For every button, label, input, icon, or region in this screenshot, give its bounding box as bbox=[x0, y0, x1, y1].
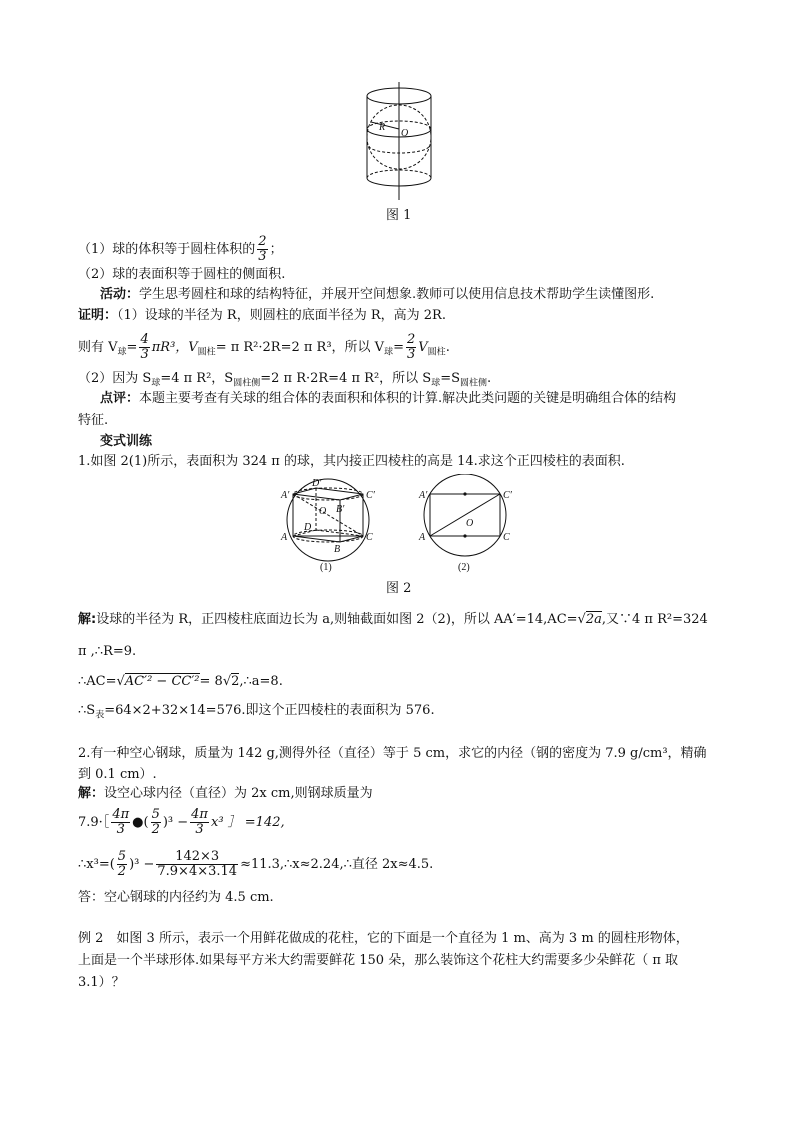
line-1-text: （1）球的体积等于圆柱体积的 bbox=[78, 242, 256, 257]
line-6: （2）因为 $S_球=4$ π R²，$S_{圆柱侧}=2$ π R·2R=4 π R²，所以 $S_球=S_{圆柱侧}$. bbox=[78, 371, 492, 389]
figure-2-prism-in-sphere bbox=[276, 474, 526, 574]
line-18: 7.9·［ $\frac{4\pi}{3}$ ●( $\frac{5}{2}$ )³ − $\frac{4\pi}{3}$ x³ ］ =142, bbox=[78, 807, 285, 837]
fig2-label: A′ bbox=[419, 490, 428, 501]
line-3: 活动：学生思考圆柱和球的结构特征，并展开空间想象.教师可以使用信息技术帮助学生读懂图形. bbox=[100, 287, 655, 302]
section-heading: 变式训练 bbox=[100, 434, 153, 449]
figure-2-caption: 图 2 bbox=[386, 581, 412, 596]
line-2: （2）球的表面积等于圆柱的侧面积. bbox=[78, 267, 286, 282]
line-1: （1）球的体积等于圆柱体积的 $\frac{2}{3}$ ； bbox=[78, 234, 283, 264]
line-23: 3.1）？ bbox=[78, 975, 125, 990]
line-21: 例 2 如图 3 所示，表示一个用鲜花做成的花柱，它的下面是一个直径为 1 m、高为 3 m 的圆柱形物体， bbox=[78, 931, 689, 946]
fig2-label: B′ bbox=[336, 504, 345, 515]
line-8: 特征. bbox=[78, 413, 109, 428]
line-5: 则有 $V_球=$ $\frac{4}{3}$ πR³，$V_{圆柱}= \pi$ R²·2R=2 π R³，所以 $V_球=$ $\frac{2}{3}$ $V_{圆柱}$. bbox=[78, 332, 450, 362]
fig2-label: A bbox=[281, 532, 288, 543]
line-11: 解:设球的半径为 R，正四棱柱底面边长为 a,则轴截面如图 2（2)，所以 AA′=14,AC=√2a,又∵4 π R²=324 bbox=[78, 612, 708, 627]
line-22: 上面是一个半球形体.如果每平方米大约需要鲜花 150 朵，那么装饰这个花柱大约需要多少朵鲜花（ π 取 bbox=[78, 953, 679, 968]
fig2-label: A′ bbox=[281, 490, 290, 501]
fig2-label: C bbox=[366, 532, 373, 543]
line-14: $\therefore S_表=64\times 2+32\times 14=576$.即这个正四棱柱的表面积为 576. bbox=[78, 703, 435, 721]
fig2-label: C′ bbox=[503, 490, 512, 501]
fig1-label-O: O bbox=[401, 128, 409, 139]
line-17: 解：设空心球内径（直径）为 2x cm,则钢球质量为 bbox=[78, 786, 373, 801]
fig2-left-sphere bbox=[287, 479, 369, 561]
fig2-label: A bbox=[419, 532, 426, 543]
line-7: 点评：本题主要考查有关球的组合体的表面积和体积的计算.解决此类问题的关键是明确组合体的结构 bbox=[100, 391, 677, 406]
fig1-label-R: R bbox=[379, 122, 386, 133]
fig2-label: O bbox=[466, 518, 474, 529]
comment-label: 点评： bbox=[100, 391, 140, 406]
line-10: 1.如图 2(1)所示，表面积为 324 π 的球，其内接正四棱柱的高是 14.求这个正四棱柱的表面积. bbox=[78, 454, 625, 469]
fig2-label: B bbox=[334, 544, 341, 555]
fig2-label: C′ bbox=[366, 490, 375, 501]
fig2-label: O bbox=[319, 506, 327, 517]
line-19: ∴x³=( $\frac{5}{2}$ )³ − $\frac{142\times 3}{7.9\times 4\times 3.14}$ ≈11.3,∴x≈2.24,∴直径 2x≈4.5. bbox=[78, 849, 434, 879]
line-4: 证明：（1）设球的半径为 R，则圆柱的底面半径为 R，高为 2R. bbox=[78, 308, 446, 323]
fig2-label: C bbox=[503, 532, 510, 543]
line-12: π ,∴R=9. bbox=[78, 644, 137, 659]
fig2-sub1: (1) bbox=[320, 562, 332, 573]
solution-label: 解： bbox=[78, 786, 105, 801]
line-13: ∴AC=√AC′² − CC′²= 8√2,∴a=8. bbox=[78, 674, 283, 689]
fraction: $\frac{2}{3}$ bbox=[258, 234, 267, 264]
fig2-label: D′ bbox=[312, 478, 322, 489]
solution-label: 解: bbox=[78, 612, 97, 627]
figure-1-cylinder-sphere bbox=[355, 82, 451, 202]
fig2-label: D bbox=[304, 522, 312, 533]
figure-1-caption: 图 1 bbox=[386, 208, 412, 223]
line-20: 答：空心钢球的内径约为 4.5 cm. bbox=[78, 890, 274, 905]
line-15: 2.有一种空心钢球，质量为 142 g,测得外径（直径）等于 5 cm，求它的内径（钢的密度为 7.9 g/cm³，精确 bbox=[78, 746, 707, 761]
fig2-sub2: (2) bbox=[458, 562, 470, 573]
activity-label: 活动： bbox=[100, 287, 140, 302]
proof-label: 证明： bbox=[78, 308, 118, 323]
line-16: 到 0.1 cm）. bbox=[78, 767, 157, 782]
